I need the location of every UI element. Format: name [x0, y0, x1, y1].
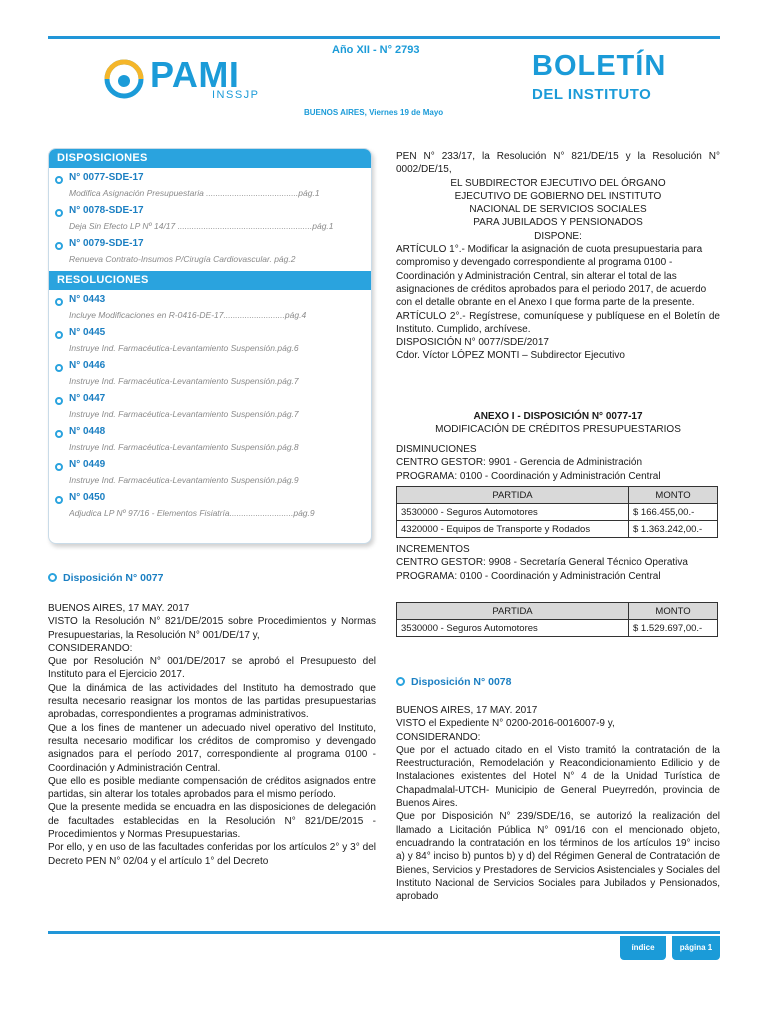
- entry-description: Instruye Ind. Farmacéutica-Levantamiento Suspensión.pág.7: [69, 376, 299, 386]
- issue-location: BUENOS AIRES,: [304, 108, 367, 117]
- heading-ring-icon: [396, 677, 405, 686]
- bullet-ring-icon: [55, 463, 63, 471]
- table-row: [397, 504, 718, 521]
- paragraph: Que por Disposición N° 239/SDE/16, se autorizó la realización del llamado a Licitación Pública N° 091/16 con el mencionado objeto, encuadrando la contratación en los términos de los artículos 19° inciso a) y 84° inciso b) puntos b) y d) del Régimen General de Contratación de Bienes, Servicios y Prestadores de Servicios Asistenciales y Sociales del Instituto Nacional de Servicios Sociales para Jubilados y Pensionados, aprobado: [396, 811, 720, 903]
- masthead-title: BOLETÍN: [532, 50, 667, 82]
- disposiciones-heading: DISPOSICIONES: [49, 149, 371, 168]
- paragraph: PEN N° 233/17, la Resolución N° 821/DE/15 y la Resolución N° 0002/DE/15,: [396, 151, 720, 176]
- pami-logo-icon: [104, 59, 144, 99]
- entry-description: Incluye Modificaciones en R-0416-DE-17..........................pág.4: [69, 310, 307, 320]
- resoluciones-heading: RESOLUCIONES: [49, 271, 371, 290]
- paragraph: BUENOS AIRES, 17 MAY. 2017: [48, 603, 190, 614]
- paragraph: Que por el actuado citado en el Visto tramitó la contratación de la Reestructuración, Remodelación y Reacondicionamiento Edilicio y de Instalaciones existentes del Hotel N° 4 de la Unidad Turística de Chapadmalal-UTCH- Municipio de General Pueyrredón, provincia de Buenos Aires.: [396, 744, 720, 810]
- annex-decreases-info: [396, 443, 720, 483]
- disposicion-0078-body: [396, 704, 720, 903]
- entry-code[interactable]: N° 0448: [69, 426, 106, 437]
- entry-description: Instruye Ind. Farmacéutica-Levantamiento Suspensión.pág.8: [69, 442, 299, 452]
- increases-label: INCREMENTOS: [396, 544, 470, 555]
- annex-title: ANEXO I - DISPOSICIÓN N° 0077-17: [473, 411, 643, 422]
- entry-description: Deja Sin Efecto LP Nº 14/17 .........................................................pág.1: [69, 221, 334, 231]
- paragraph: CONSIDERANDO:: [396, 731, 481, 743]
- table-header-row: [397, 487, 718, 504]
- masthead-subtitle: DEL INSTITUTO: [532, 86, 652, 103]
- cell-monto: $ 1.363.242,00.-: [629, 521, 718, 538]
- footer-rule: [48, 931, 720, 934]
- bullet-ring-icon: [55, 298, 63, 306]
- page-number: página 1: [672, 936, 720, 960]
- header-rule: [48, 36, 720, 39]
- disposicion-0077-continuation: [396, 150, 720, 363]
- index-box: [48, 148, 372, 544]
- signature: Cdor. Víctor LÓPEZ MONTI – Subdirector Ejecutivo: [396, 350, 625, 362]
- entry-code[interactable]: N° 0077-SDE-17: [69, 172, 144, 183]
- index-entry-disposicion-0079[interactable]: [49, 236, 371, 269]
- pami-logo: [104, 56, 264, 104]
- index-entry-resolucion-0448[interactable]: [49, 424, 371, 457]
- entry-code[interactable]: N° 0078-SDE-17: [69, 205, 144, 216]
- issue-number: Año XII - N° 2793: [332, 44, 420, 56]
- column-header-partida: PARTIDA: [397, 487, 629, 504]
- increases-program: PROGRAMA: 0100 - Coordinación y Administración Central: [396, 570, 661, 582]
- disposicion-0078-heading: [396, 676, 511, 688]
- column-header-monto: MONTO: [629, 603, 718, 620]
- table-row: [397, 521, 718, 538]
- authority-line: EJECUTIVO DE GOBIERNO DEL INSTITUTO: [454, 190, 662, 202]
- increases-table: [396, 602, 718, 637]
- logo-wordmark: PAMI: [150, 54, 240, 95]
- paragraph: Por ello, y en uso de las facultades conferidas por los artículos 2° y 3° del Decreto PEN N° 02/04 y el artículo 1° del Decreto: [48, 842, 376, 867]
- decreases-program: PROGRAMA: 0100 - Coordinación y Administración Central: [396, 470, 661, 482]
- table-header-row: [397, 603, 718, 620]
- index-entry-resolucion-0449[interactable]: [49, 457, 371, 490]
- entry-description: Instruye Ind. Farmacéutica-Levantamiento Suspensión.pág.6: [69, 343, 299, 353]
- paragraph: VISTO la Resolución N° 821/DE/2015 sobre Procedimientos y Normas Presupuestarias, la Resolución N° 001/DE/17 y,: [48, 616, 376, 641]
- paragraph: CONSIDERANDO:: [48, 642, 133, 654]
- paragraph: Que por Resolución N° 001/DE/2017 se aprobó el Presupuesto del Instituto para el Ejercicio 2017.: [48, 656, 376, 681]
- authority-line: PARA JUBILADOS Y PENSIONADOS: [473, 217, 643, 229]
- authority-line: EL SUBDIRECTOR EJECUTIVO DEL ÓRGANO: [450, 177, 666, 189]
- entry-code[interactable]: N° 0449: [69, 459, 106, 470]
- bullet-ring-icon: [55, 209, 63, 217]
- bullet-ring-icon: [55, 331, 63, 339]
- cell-partida: 3530000 - Seguros Automotores: [397, 620, 629, 637]
- bullet-ring-icon: [55, 430, 63, 438]
- entry-description: Modifica Asignación Presupuestaria .......................................pág.1: [69, 188, 320, 198]
- index-entry-disposicion-0077[interactable]: [49, 170, 371, 203]
- bullet-ring-icon: [55, 176, 63, 184]
- decreases-table: [396, 486, 718, 538]
- index-entry-resolucion-0450[interactable]: [49, 490, 371, 523]
- entry-code[interactable]: N° 0446: [69, 360, 106, 371]
- resoluciones-list: [49, 290, 371, 525]
- index-link[interactable]: índice: [620, 936, 666, 960]
- heading-text: Disposición N° 0077: [63, 572, 164, 584]
- annex-subtitle: MODIFICACIÓN DE CRÉDITOS PRESUPUESTARIOS: [435, 424, 681, 436]
- disposiciones-list: [49, 168, 371, 271]
- authority-line: NACIONAL DE SERVICIOS SOCIALES: [469, 204, 647, 216]
- paragraph: Que a los fines de mantener un adecuado nivel operativo del Instituto, resulta necesario modificar los créditos de compromiso y devengado asignados para el período 2017, correspondiente al programa 0100 - Coordinación y Administración Central.: [48, 722, 376, 774]
- cell-partida: 3530000 - Seguros Automotores: [397, 504, 629, 521]
- disposicion-number: DISPOSICIÓN N° 0077/SDE/2017: [396, 337, 549, 349]
- heading-text: Disposición N° 0078: [411, 676, 512, 688]
- annex-increases-info: [396, 543, 720, 583]
- article-1: ARTÍCULO 1°.- Modificar la asignación de cuota presupuestaria para compromiso y devengado correspondiente al programa 0100 - Coordinación y Administración Central, sin alterar el total de las asignaciones de créditos aprobados para el periodo 2017, de acuerdo con el detalle obrante en el Anexo I que forma parte de la presente.: [396, 244, 707, 309]
- paragraph: Que la presente medida se encuadra en las disposiciones de delegación de facultades establecidas en la Resolución N° 821/DE/2015 - Procedimientos y Normas Presupuestarias.: [48, 802, 376, 841]
- index-entry-resolucion-0445[interactable]: [49, 325, 371, 358]
- annex-header: [396, 410, 720, 437]
- entry-code[interactable]: N° 0443: [69, 294, 106, 305]
- logo-subtitle: INSSJP: [212, 89, 260, 101]
- article-2: ARTÍCULO 2°.- Regístrese, comuníquese y publíquese en el Boletín de Instituto. Cumplido, archívese.: [396, 310, 720, 335]
- authority-line: DISPONE:: [534, 230, 582, 242]
- cell-monto: $ 1.529.697,00.-: [629, 620, 718, 637]
- cell-partida: 4320000 - Equipos de Transporte y Rodados: [397, 521, 629, 538]
- paragraph: Que la dinámica de las actividades del Instituto ha demostrado que resulta necesario reasignar los montos de las partidas presupuestarias aprobadas, correspondientes a programas administrativos.: [48, 682, 376, 721]
- disposicion-0077-body: [48, 602, 376, 868]
- authority-block: [396, 177, 720, 243]
- paragraph: BUENOS AIRES, 17 MAY. 2017: [396, 705, 538, 716]
- entry-code[interactable]: N° 0445: [69, 327, 106, 338]
- entry-description: Renueva Contrato-Insumos P/Cirugía Cardiovascular. pág.2: [69, 254, 296, 264]
- bullet-ring-icon: [55, 364, 63, 372]
- decreases-label: DISMINUCIONES: [396, 444, 477, 455]
- index-entry-resolucion-0446[interactable]: [49, 358, 371, 391]
- table-row: [397, 620, 718, 637]
- entry-description: Instruye Ind. Farmacéutica-Levantamiento Suspensión.pág.7: [69, 409, 299, 419]
- entry-description: Instruye Ind. Farmacéutica-Levantamiento Suspensión.pág.9: [69, 475, 299, 485]
- paragraph: Que ello es posible mediante compensación de créditos asignados entre partidas, sin alterar los totales aprobados para el mismo período.: [48, 775, 376, 801]
- index-entry-resolucion-0443[interactable]: [49, 292, 371, 325]
- issue-date: Viernes 19 de Mayo: [369, 108, 444, 117]
- entry-description: Adjudica LP Nº 97/16 - Elementos Fisiatría...........................pág.9: [69, 508, 315, 518]
- entry-code[interactable]: N° 0447: [69, 393, 106, 404]
- issue-location-date: [304, 108, 443, 117]
- bullet-ring-icon: [55, 397, 63, 405]
- heading-ring-icon: [48, 573, 57, 582]
- increases-center: CENTRO GESTOR: 9908 - Secretaría General Técnico Operativa: [396, 557, 688, 569]
- entry-code[interactable]: N° 0079-SDE-17: [69, 238, 144, 249]
- entry-code[interactable]: N° 0450: [69, 492, 106, 503]
- decreases-center: CENTRO GESTOR: 9901 - Gerencia de Administración: [396, 457, 643, 469]
- column-header-monto: MONTO: [629, 487, 718, 504]
- bullet-ring-icon: [55, 496, 63, 504]
- index-entry-resolucion-0447[interactable]: [49, 391, 371, 424]
- index-entry-disposicion-0078[interactable]: [49, 203, 371, 236]
- disposicion-0077-heading: [48, 572, 163, 584]
- bullet-ring-icon: [55, 242, 63, 250]
- cell-monto: $ 166.455,00.-: [629, 504, 718, 521]
- paragraph: VISTO el Expediente N° 0200-2016-0016007-9 y,: [396, 718, 615, 730]
- column-header-partida: PARTIDA: [397, 603, 629, 620]
